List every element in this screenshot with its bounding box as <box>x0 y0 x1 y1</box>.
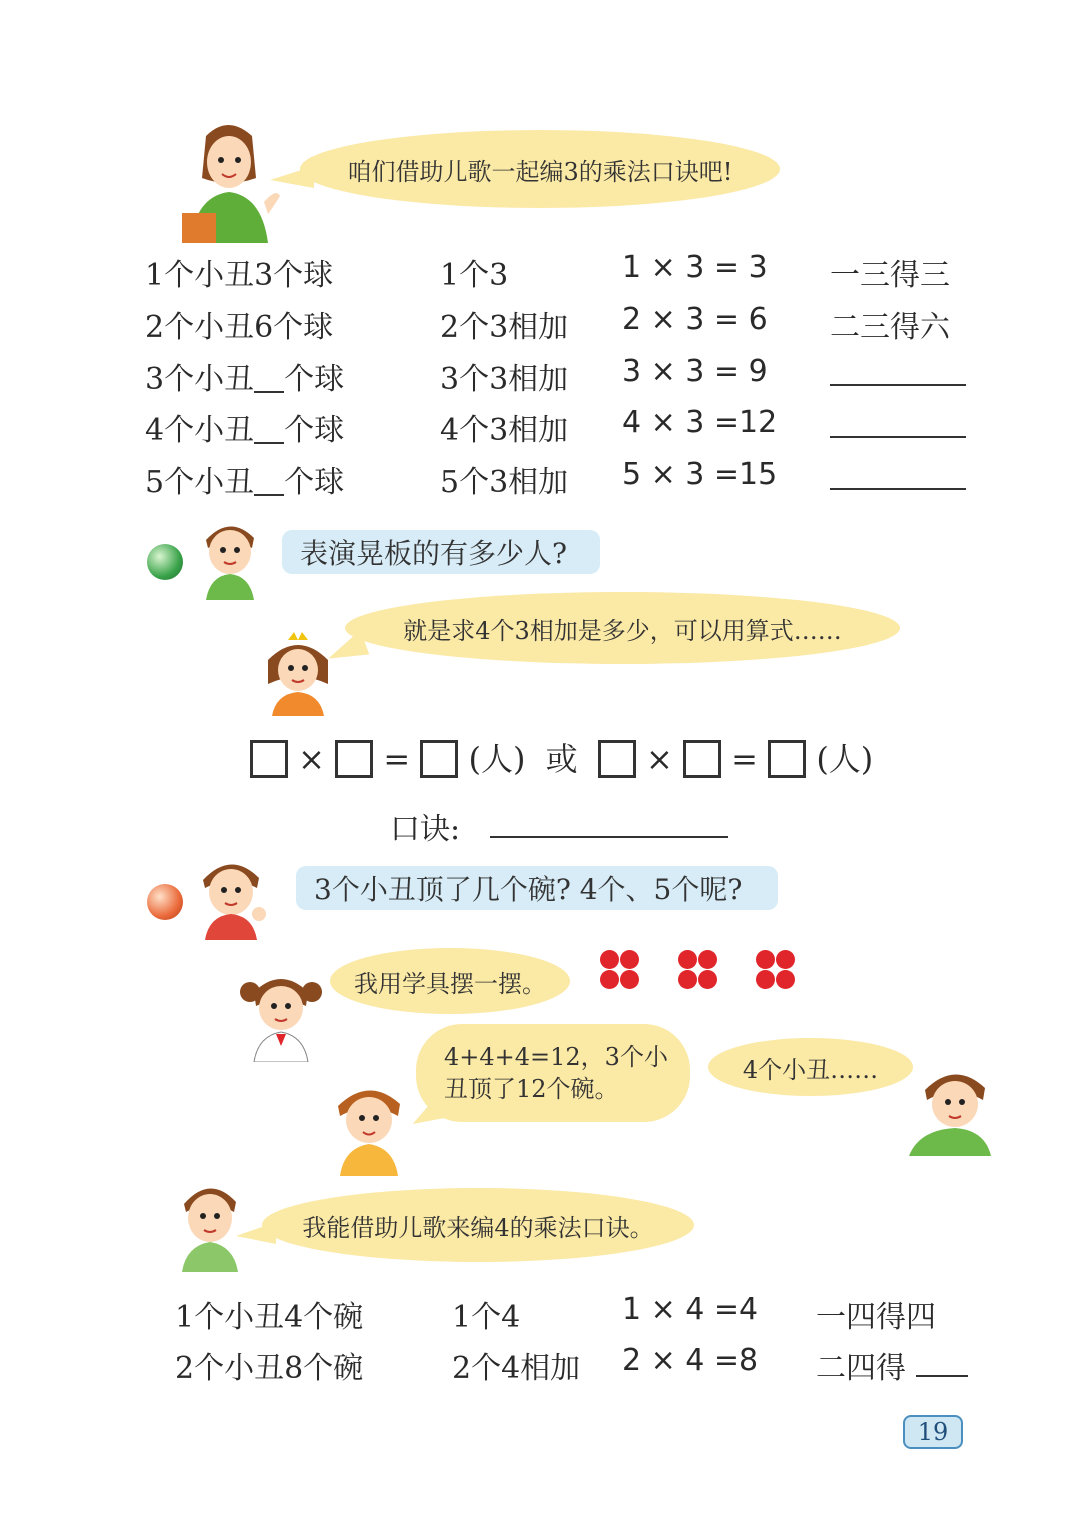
equals-sign: = <box>383 740 411 778</box>
boy-speech-bubble <box>416 1024 690 1122</box>
girl-speech-bubble <box>330 948 570 1014</box>
page-number: 19 <box>903 1415 963 1449</box>
girl-illustration <box>236 966 326 1062</box>
addition-text: 3个3相加 <box>440 362 569 397</box>
counter-group-icon <box>756 950 796 990</box>
rhyme-blank[interactable] <box>830 436 966 438</box>
table-row <box>145 250 333 294</box>
addition-text: 1个3 <box>440 258 509 293</box>
answer-box[interactable] <box>250 740 288 778</box>
song-text: 4个小丑 <box>145 413 255 448</box>
equation-template <box>250 734 873 780</box>
rhyme-blank[interactable] <box>830 488 966 490</box>
unit-text: (人) <box>816 740 874 778</box>
boy-illustration <box>905 1064 995 1156</box>
times-sign: × <box>646 740 673 778</box>
green-ball-icon <box>147 544 183 580</box>
times-sign: × <box>298 740 325 778</box>
song-text: 1个小丑3个球 <box>145 258 334 293</box>
rhyme-text: 一四得四 <box>816 1300 936 1335</box>
orange-ball-icon <box>147 884 183 920</box>
intro4-speech-bubble <box>262 1188 694 1262</box>
song-text: 1个小丑4个碗 <box>175 1300 364 1335</box>
counter-group-icon <box>600 950 640 990</box>
equation-text: 2 × 4 =8 <box>622 1343 759 1378</box>
equals-sign: = <box>731 740 758 778</box>
addition-text: 4个3相加 <box>440 413 569 448</box>
table-row <box>145 302 333 346</box>
boy-illustration <box>326 1080 412 1176</box>
song-text: 5个小丑 <box>145 465 255 500</box>
teacher-speech-text: 咱们借助儿歌一起编3的乘法口诀吧! <box>347 157 733 186</box>
equation-text: 5 × 3 =15 <box>622 457 778 492</box>
koujue-label: 口诀: <box>390 812 461 847</box>
or-text: 或 <box>545 740 578 778</box>
song-text: 个球 <box>284 465 345 500</box>
song-text: 个球 <box>284 362 345 397</box>
equation-text: 4 × 3 =12 <box>622 405 778 440</box>
answer-box[interactable] <box>420 740 458 778</box>
question-2-text: 3个小丑顶了几个碗? 4个、5个呢? <box>314 873 743 906</box>
question-2-bubble <box>296 866 778 910</box>
table-row <box>145 354 344 398</box>
answer-box[interactable] <box>768 740 806 778</box>
table-row <box>145 405 344 449</box>
answer-box[interactable] <box>335 740 373 778</box>
equation-text: 3 × 3 = 9 <box>622 354 768 389</box>
boy2-speech-text: 4个小丑…… <box>742 1055 879 1084</box>
boy-illustration <box>178 1180 242 1272</box>
addition-text: 5个3相加 <box>440 465 569 500</box>
song-text: 个球 <box>284 413 345 448</box>
girl-speech-text: 我用学具摆一摆。 <box>354 969 546 998</box>
equation-text: 2 × 3 = 6 <box>622 302 768 337</box>
rhyme-blank[interactable] <box>916 1375 968 1377</box>
song-text: 2个小丑6个球 <box>145 310 334 345</box>
intro4-speech-text: 我能借助儿歌来编4的乘法口诀。 <box>302 1213 654 1242</box>
answer-blank[interactable] <box>254 416 284 444</box>
song-text: 3个小丑 <box>145 362 255 397</box>
rhyme-blank[interactable] <box>830 384 966 386</box>
boy-illustration <box>195 856 267 940</box>
answer-box[interactable] <box>598 740 636 778</box>
song-text: 2个小丑8个碗 <box>175 1351 364 1386</box>
addition-text: 1个4 <box>452 1300 521 1335</box>
boy-speech-text: 4+4+4=12，3个小丑顶了12个碗。 <box>444 1043 668 1103</box>
teacher-speech-bubble <box>300 130 780 208</box>
equation-text: 1 × 3 = 3 <box>622 250 768 285</box>
counter-group-icon <box>678 950 718 990</box>
speech-tail <box>236 1222 276 1244</box>
addition-text: 2个3相加 <box>440 310 569 345</box>
hint-speech-bubble <box>345 592 900 664</box>
boy2-speech-bubble <box>708 1038 913 1096</box>
addition-text: 2个4相加 <box>452 1351 581 1386</box>
hint-speech-text: 就是求4个3相加是多少，可以用算式…… <box>403 616 842 645</box>
rhyme-text: 二四得 <box>816 1351 906 1386</box>
answer-blank[interactable] <box>254 468 284 496</box>
answer-box[interactable] <box>683 740 721 778</box>
answer-blank[interactable] <box>254 365 284 393</box>
equation-text: 1 × 4 =4 <box>622 1292 759 1327</box>
rhyme-text: 二三得六 <box>830 310 950 345</box>
question-1-bubble <box>282 530 600 574</box>
question-1-text: 表演晃板的有多少人? <box>300 537 568 570</box>
rhyme-text: 一三得三 <box>830 258 950 293</box>
unit-text: (人) <box>468 740 526 778</box>
koujue-blank[interactable] <box>490 836 728 838</box>
table-row <box>145 457 344 501</box>
boy-illustration <box>200 518 260 600</box>
speech-tail <box>270 166 314 188</box>
